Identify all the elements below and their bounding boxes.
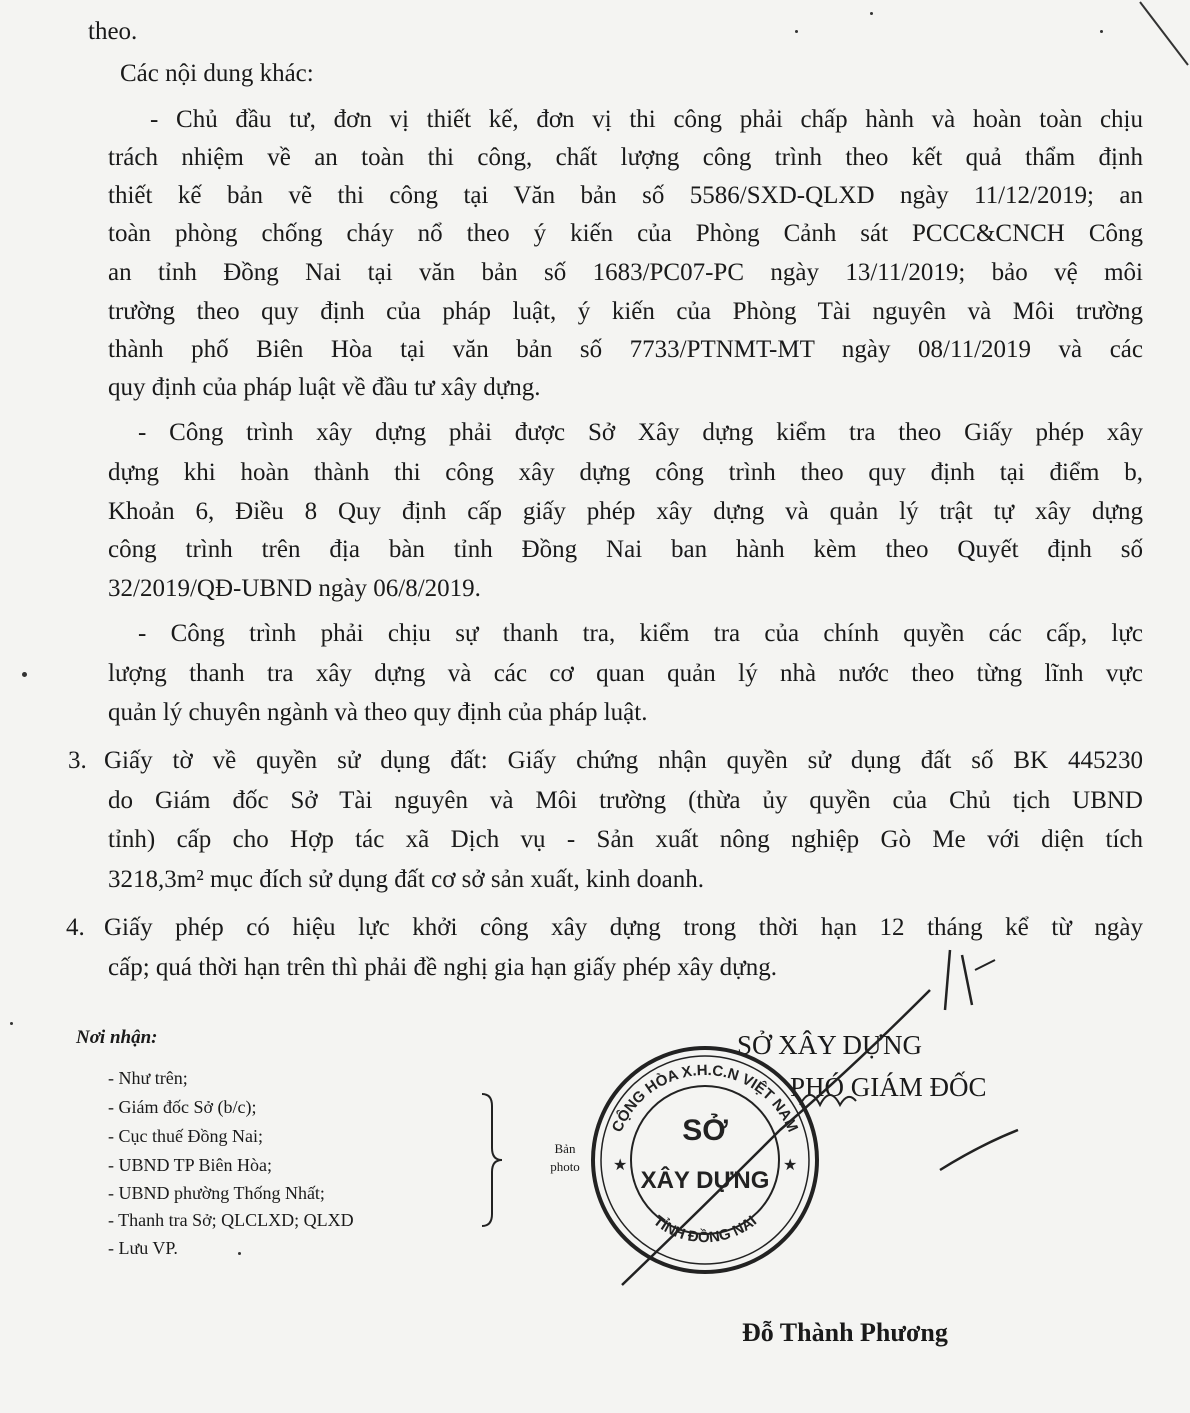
text-line: theo. (88, 18, 138, 45)
text-line: cấp; quá thời hạn trên thì phải đề nghị gia hạn giấy phép xây dựng. (108, 954, 777, 981)
text-line: Giấy tờ về quyền sử dụng đất: Giấy chứng nhận quyền sử dụng đất số BK 445230 (104, 747, 1143, 774)
text-line: thành phố Biên Hòa tại văn bản số 7733/PTNMT-MT ngày 08/11/2019 và các (108, 336, 1143, 363)
text-line: an tỉnh Đồng Nai tại văn bản số 1683/PC07-PC ngày 13/11/2019; bảo vệ môi (108, 259, 1143, 286)
item-number: 3. (68, 747, 87, 774)
recipient-item: - Lưu VP. (108, 1238, 178, 1258)
scan-speck (238, 1252, 241, 1255)
recipients-title: Nơi nhận: (76, 1027, 158, 1048)
text-line: quản lý chuyên ngành và theo quy định của pháp luật. (108, 699, 648, 726)
recipient-item: - Giám đốc Sở (b/c); (108, 1097, 257, 1117)
text-line: quy định của pháp luật về đầu tư xây dựng. (108, 374, 541, 401)
scan-speck (22, 672, 27, 677)
group-note-line: Bản (554, 1141, 576, 1156)
recipient-item: - UBND phường Thống Nhất; (108, 1183, 325, 1203)
scan-speck (870, 12, 873, 15)
seal-star-icon: ★ (783, 1157, 798, 1174)
text-line: Giấy phép có hiệu lực khởi công xây dựng trong thời hạn 12 tháng kể từ ngày (104, 914, 1143, 941)
text-line: Khoản 6, Điều 8 Quy định cấp giấy phép xây dựng và quản lý trật tự xây dựng (108, 498, 1143, 525)
signer-position: PHÓ GIÁM ĐỐC (790, 1072, 987, 1102)
recipient-item: - UBND TP Biên Hòa; (108, 1155, 272, 1175)
text-line: lượng thanh tra xây dựng và các cơ quan quản lý nhà nước theo từng lĩnh vực (108, 660, 1143, 687)
seal-center-top-text: SỞ (682, 1114, 728, 1147)
group-note-line: photo (550, 1159, 580, 1174)
text-line: - Công trình phải chịu sự thanh tra, kiểm tra của chính quyền các cấp, lực (138, 620, 1143, 647)
signing-organization: SỞ XÂY DỰNG (737, 1030, 922, 1060)
text-line: trường theo quy định của pháp luật, ý kiến của Phòng Tài nguyên và Môi trường (108, 298, 1143, 325)
scan-speck (10, 1022, 13, 1025)
text-line: thiết kế bản vẽ thi công tại Văn bản số 5586/SXD-QLXD ngày 11/12/2019; an (108, 182, 1143, 209)
group-note (540, 1140, 590, 1176)
scan-speck (795, 30, 798, 33)
seal-center-bottom-text: XÂY DỰNG (640, 1167, 770, 1194)
text-line: - Chủ đầu tư, đơn vị thiết kế, đơn vị thi công phải chấp hành và hoàn toàn chịu (150, 106, 1143, 133)
text-line: 32/2019/QĐ-UBND ngày 06/8/2019. (108, 575, 481, 602)
text-line: - Công trình xây dựng phải được Sở Xây dựng kiểm tra theo Giấy phép xây (138, 419, 1143, 446)
text-line: trách nhiệm về an toàn thi công, chất lượng công trình theo kết quả thẩm định (108, 144, 1143, 171)
text-line: do Giám đốc Sở Tài nguyên và Môi trường (thừa ủy quyền của Chủ tịch UBND (108, 787, 1143, 814)
handwritten-signature-icon (600, 930, 1020, 1310)
recipient-item: - Cục thuế Đồng Nai; (108, 1126, 263, 1146)
recipient-item: - Thanh tra Sở; QLCLXD; QLXD (108, 1210, 354, 1230)
text-line: tỉnh) cấp cho Hợp tác xã Dịch vụ - Sản xuất nông nghiệp Gò Me với diện tích (108, 826, 1143, 853)
brace-icon (478, 1092, 508, 1228)
scan-speck (1100, 30, 1103, 33)
seal-outer-top-text: CỘNG HÒA X.H.C.N VIỆT NAM (608, 1061, 802, 1135)
seal-outer-bottom-text: TỈNH ĐỒNG NAI (650, 1212, 761, 1247)
recipient-item: - Như trên; (108, 1068, 188, 1088)
text-line: dựng khi hoàn thành thi công xây dựng công trình theo quy định tại điểm b, (108, 459, 1143, 486)
signer-name: Đỗ Thành Phương (742, 1318, 948, 1347)
text-line: Các nội dung khác: (120, 60, 314, 87)
seal-star-icon: ★ (613, 1157, 628, 1174)
item-number: 4. (66, 914, 85, 941)
scan-mark-icon (1130, 0, 1190, 70)
text-line: toàn phòng chống cháy nổ theo ý kiến của Phòng Cảnh sát PCCC&CNCH Công (108, 220, 1143, 247)
text-line: 3218,3m² mục đích sử dụng đất cơ sở sản xuất, kinh doanh. (108, 866, 705, 893)
text-line: công trình trên địa bàn tỉnh Đồng Nai ban hành kèm theo Quyết định số (108, 536, 1143, 563)
